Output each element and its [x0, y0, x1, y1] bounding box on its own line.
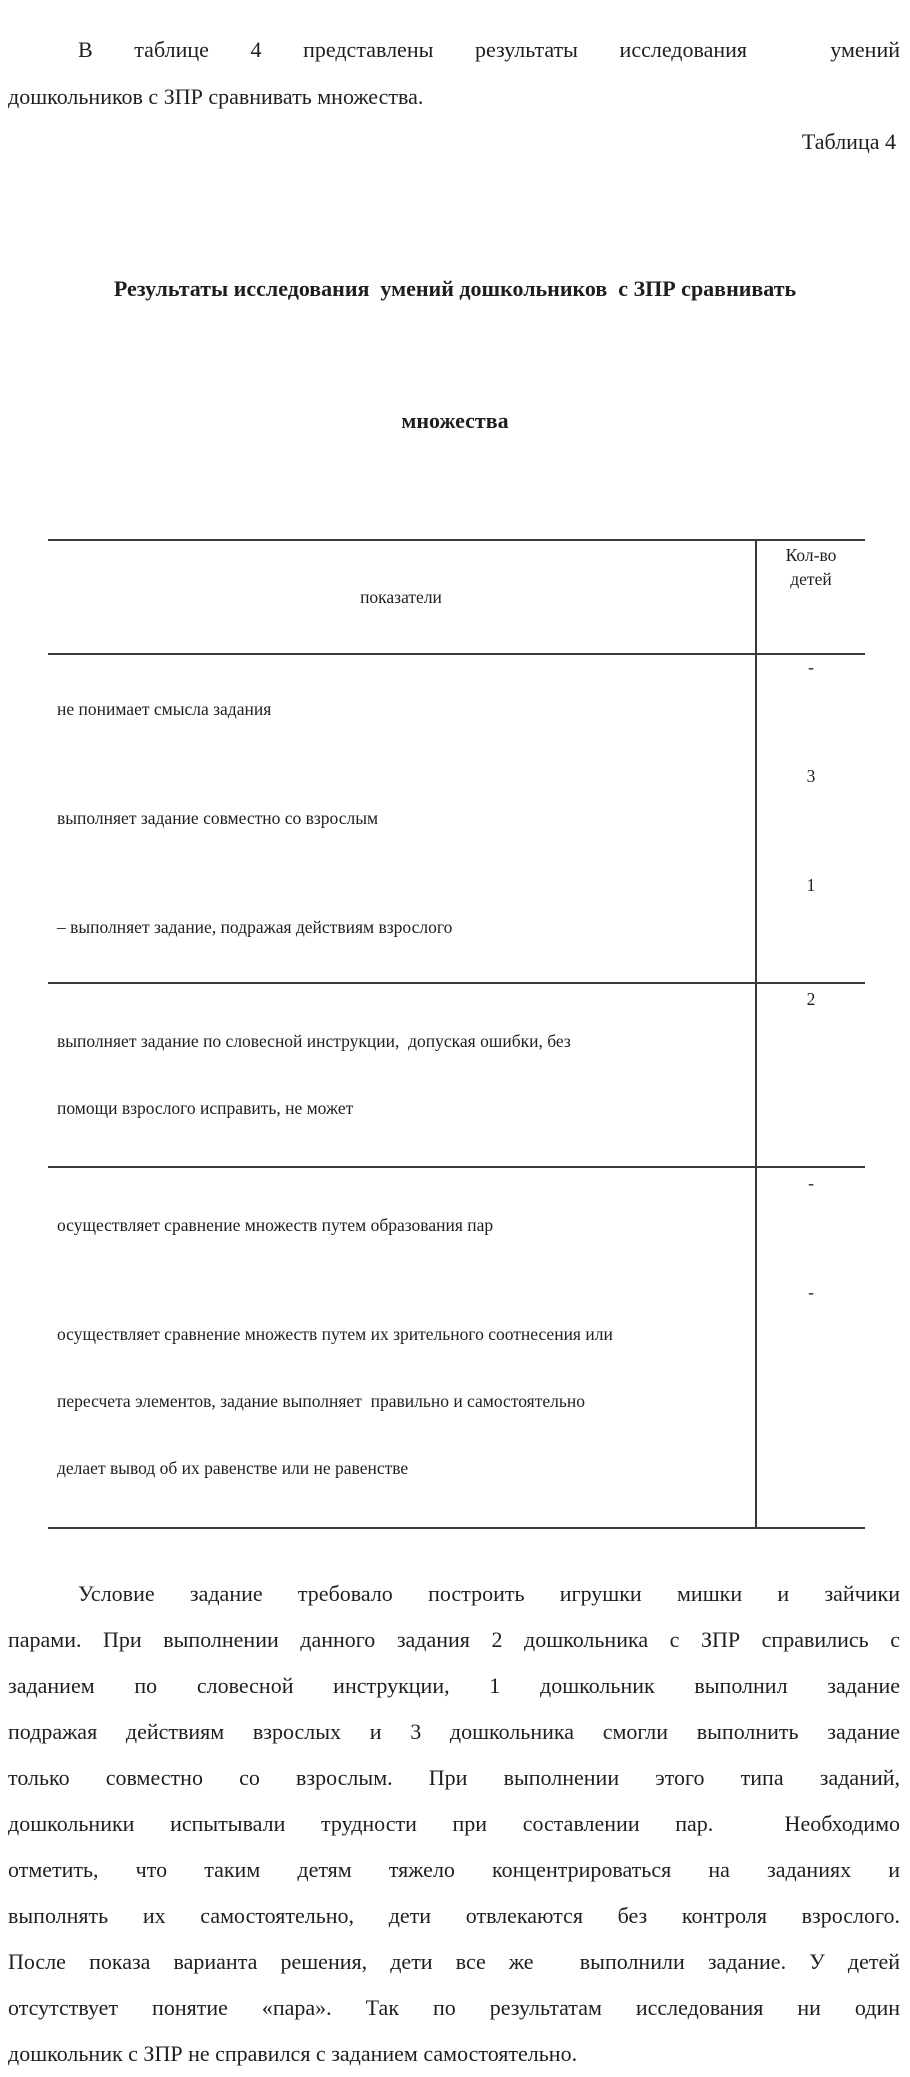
analysis-paragraph: [8, 1571, 900, 2077]
header-col-count-line: Кол-во: [785, 545, 837, 565]
row-value: -: [755, 1280, 865, 1527]
row-value: 2: [755, 984, 865, 1166]
text-line: дошкольники испытывали трудности при составлении пар. Необходимо: [8, 1811, 900, 1836]
header-col-indicators-label: показатели: [360, 587, 442, 607]
table-row: [48, 984, 865, 1168]
table-row: [48, 873, 865, 984]
table-title-line: множества: [401, 408, 509, 433]
row-text-line: осуществляет сравнение множеств путем их зрительного соотнесения или: [57, 1324, 613, 1344]
table-title: [0, 179, 910, 531]
text-line: выполнять их самостоятельно, дети отвлекаются без контроля взрослого.: [8, 1903, 900, 1928]
row-value: 3: [755, 764, 865, 873]
row-value: -: [755, 1168, 865, 1280]
row-text-line: помощи взрослого исправить, не может: [57, 1098, 354, 1118]
header-col-indicators: [48, 541, 755, 653]
results-table: [48, 539, 865, 1529]
row-text-line: выполняет задание по словесной инструкции, допуская ошибки, без: [57, 1031, 571, 1051]
text-line: В таблице 4 представлены результаты исследования умений: [78, 37, 900, 62]
header-col-count-line: детей: [790, 569, 832, 589]
text-line: дошкольник с ЗПР не справился с заданием самостоятельно.: [8, 2041, 578, 2066]
text-line: только совместно со взрослым. При выполнении этого типа заданий,: [8, 1765, 900, 1790]
row-text: [48, 1168, 755, 1280]
text-line: отметить, что таким детям тяжело концентрироваться на заданиях и: [8, 1857, 900, 1882]
text-line: отсутствует понятие «пара». Так по результатам исследования ни один: [8, 1995, 900, 2020]
table-title-line: Результаты исследования умений дошкольников с ЗПР сравнивать: [113, 276, 797, 301]
table-row: [48, 764, 865, 873]
table-caption-label: Таблица 4: [801, 129, 896, 154]
table-row: [48, 655, 865, 764]
text-line: После показа варианта решения, дети все же выполнили задание. У детей: [8, 1949, 900, 1974]
text-line: Условие задание требовало построить игрушки мишки и зайчики: [78, 1581, 900, 1606]
row-text: [48, 1280, 755, 1527]
text-line: парами. При выполнении данного задания 2 дошкольника с ЗПР справились с: [8, 1627, 900, 1652]
row-text-line: – выполняет задание, подражая действиям взрослого: [57, 917, 453, 937]
row-text-line: не понимает смысла задания: [57, 699, 272, 719]
row-text-line: пересчета элементов, задание выполняет правильно и самостоятельно: [57, 1391, 585, 1411]
row-text-line: выполняет задание совместно со взрослым: [57, 808, 379, 828]
row-text-line: делает вывод об их равенстве или не равенстве: [57, 1458, 409, 1478]
row-value: -: [755, 655, 865, 764]
row-text: [48, 655, 755, 764]
row-text: [48, 764, 755, 873]
row-text-line: осуществляет сравнение множеств путем образования пар: [57, 1215, 494, 1235]
table-row: [48, 1280, 865, 1527]
header-col-count: [755, 541, 865, 653]
text-line: заданием по словесной инструкции, 1 дошкольник выполнил задание: [8, 1673, 900, 1698]
intro-paragraph: [8, 0, 900, 120]
row-text: [48, 873, 755, 982]
row-text: [48, 984, 755, 1166]
text-line: подражая действиям взрослых и 3 дошкольника смогли выполнить задание: [8, 1719, 900, 1744]
table-row: [48, 1168, 865, 1280]
table-header-row: [48, 541, 865, 655]
row-value: 1: [755, 873, 865, 982]
text-line: дошкольников с ЗПР сравнивать множества.: [8, 84, 424, 109]
